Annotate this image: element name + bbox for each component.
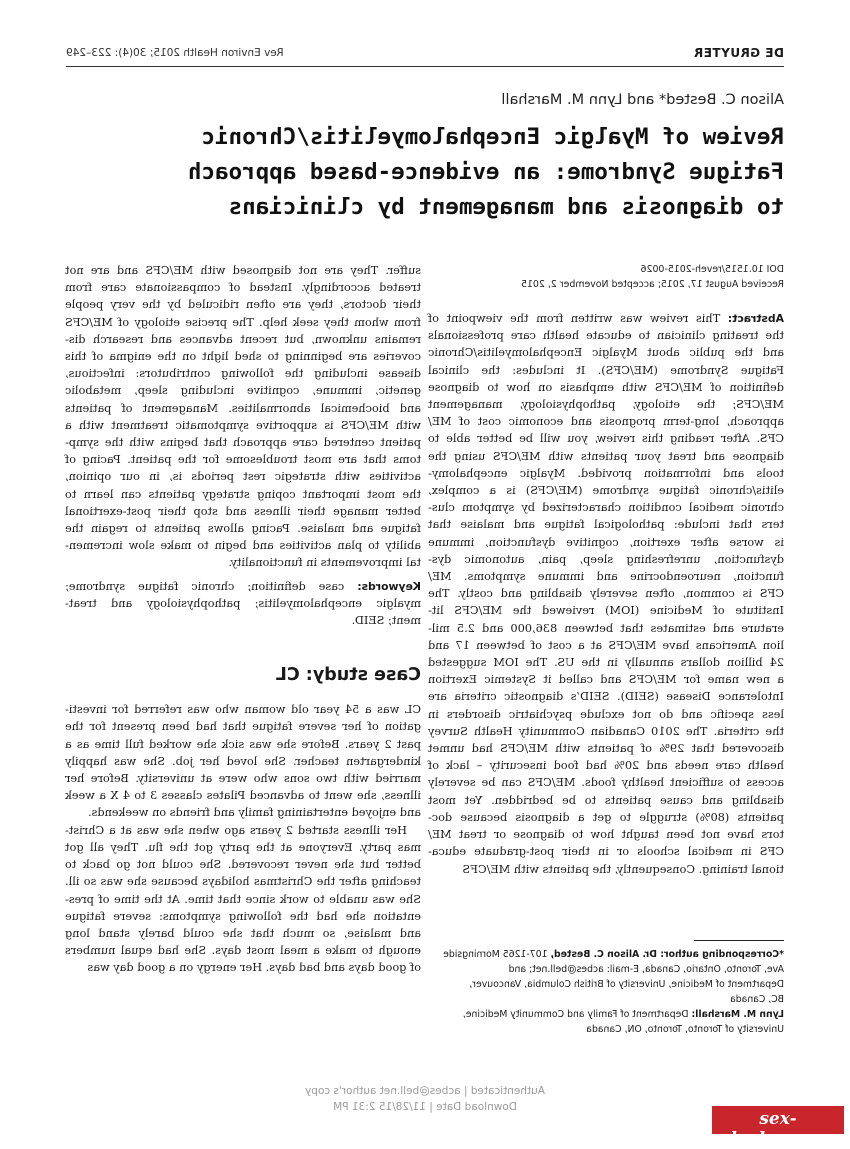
body-line: coveries are beginning to shed light on the enigma of this bbox=[65, 350, 421, 364]
keywords-line: Keywords: case definition; chronic fatigue syndrome; bbox=[65, 579, 421, 593]
body-line: with ME/CFS is supportive symptomatic treatment with a bbox=[65, 418, 421, 432]
second-author-label: Lynn M. Marshall: bbox=[691, 1009, 784, 1020]
case-line: mas party. Everyone at the party got the flu. They all got bbox=[65, 840, 421, 854]
keywords-label: Keywords: bbox=[357, 579, 421, 593]
abstract-line: health care needs and 20% had food insecurity – lack of bbox=[428, 759, 784, 773]
body-line: disease including the following contributors: infectious, bbox=[65, 367, 421, 381]
correspondence-note bbox=[428, 940, 784, 1037]
author-line: Alison C. Bested* and Lynn M. Marshall bbox=[501, 92, 784, 108]
body-line: tal improvements in functionality. bbox=[228, 556, 421, 570]
abstract-line: diagnose and treat your patients with ME/CFS using the bbox=[428, 449, 784, 463]
body-line: toms that are most troublesome for the patient. Pacing of bbox=[65, 453, 421, 467]
case-line: better but she never recovered. She could not go back to bbox=[65, 858, 421, 872]
abstract-line: Intolerance Disease (SEID). SEID’s diagnostic criteria are bbox=[428, 690, 784, 704]
keywords-line: ment; SEID. bbox=[351, 614, 421, 628]
case-line: married with two sons who were at university. Before her bbox=[65, 772, 421, 786]
body-line: better manage their illness and stop their post-exertional bbox=[65, 504, 421, 518]
body-line: genetic, immune, cognitive including sleep, metabolic bbox=[65, 384, 421, 398]
case-line: and enjoyed entertaining family and friends on weekends. bbox=[87, 806, 421, 820]
case-line: enough to make a meal most days. She had equal numbers bbox=[65, 944, 421, 958]
abstract-line: tional training. Consequently, the patients with ME/CFS bbox=[462, 862, 784, 876]
article-title bbox=[54, 120, 784, 225]
correspondence-line: Lynn M. Marshall: Department of Family and Community Medicine, bbox=[462, 1009, 784, 1020]
abstract-line: ME/CFS; the etiology, pathophysiology, management bbox=[428, 398, 784, 412]
abstract-line: 24 billion dollars annually in the US. The IOM suggested bbox=[428, 656, 784, 670]
footer-line: Download Date | 11/28/15 2:31 PM bbox=[333, 1101, 517, 1113]
body-line: ability to plan activities and begin to make slow incremen- bbox=[65, 539, 421, 553]
case-line: CL was a 54 year old woman who was referred for investi- bbox=[65, 703, 421, 717]
footnote-divider bbox=[694, 940, 784, 941]
abstract-line: less specific and do not exclude psychiatric disorders in bbox=[428, 707, 784, 721]
body-line: remains unknown, but recent advances and research dis- bbox=[65, 332, 421, 346]
abstract-line: CFS in medical schools or in their post-graduate educa- bbox=[428, 845, 784, 859]
body-line: patient centered care approach that begins with the symp- bbox=[65, 436, 421, 450]
abstract-line: discovered that 29% of patients with ME/CFS had unmet bbox=[428, 742, 784, 756]
case-line: illness, she went to advanced Pilates classes 3 to 4 X a week bbox=[65, 789, 421, 803]
abstract-line: function, neuroendocrine and immune symptoms. ME/ bbox=[428, 570, 784, 584]
body-line: and biochemical abnormalities. Management of patients bbox=[65, 401, 421, 415]
article-meta bbox=[428, 262, 784, 292]
abstract-line: erature and estimates that between 836,000 and 2.5 mil- bbox=[428, 621, 784, 635]
abstract-line: the treating clinician to educate health care professionals bbox=[428, 329, 784, 343]
watermark-banner bbox=[712, 1106, 844, 1149]
keywords-line: myalgic encephalomyelitis; pathophysiology and treat- bbox=[65, 596, 421, 610]
abstract-line: ters that include: pathological fatigue and malaise that bbox=[428, 518, 784, 532]
body-line: fatigue and malaise. Pacing allows patients to regain the bbox=[65, 522, 421, 536]
body-column bbox=[65, 262, 421, 977]
abstract-line: tools and information provided. Myalgic encephalomy- bbox=[428, 466, 784, 480]
section-heading: Case study: CL bbox=[275, 665, 421, 686]
abstract-line: lion Americans have ME/CFS at a cost of between 17 and bbox=[428, 638, 784, 652]
watermark-text: sex-leaks.com bbox=[730, 1109, 826, 1149]
abstract-line: disabling and cause patients to be bedridden. Yet most bbox=[428, 793, 784, 807]
publisher-name: DE GRUYTER bbox=[693, 46, 784, 60]
body-line: treated accordingly. Instead of compassionate care from bbox=[65, 281, 421, 295]
abstract-line: Institute of Medicine (IOM) reviewed the ME/CFS lit- bbox=[428, 604, 784, 618]
body-line: suffer. They are not diagnosed with ME/CFS and are not bbox=[65, 264, 421, 277]
abstract-line: CFS. After reading this review, you will be better able to bbox=[428, 432, 784, 446]
correspondence-line: Ave, Toronto, Ontario, Canada, E-mail: acbes@bell.net; and bbox=[508, 964, 784, 975]
abstract-line: patients (80%) struggle to get a diagnosis because doc- bbox=[428, 810, 784, 824]
abstract-line: access to sufficient healthy foods. ME/CFS can be severely bbox=[428, 776, 784, 790]
abstract bbox=[428, 310, 784, 878]
abstract-label: Abstract: bbox=[727, 312, 784, 325]
abstract-line: tors have not been taught how to diagnose or treat ME/ bbox=[428, 828, 784, 842]
abstract-line: is worse after exertion, cognitive dysfunction, immune bbox=[428, 535, 784, 549]
abstract-line: CFS is common, often severely disabling and costly. The bbox=[428, 587, 784, 601]
abstract-line: chronic medical condition characterized by symptom clus- bbox=[428, 501, 784, 515]
header-divider bbox=[66, 66, 784, 67]
doi: DOI 10.1515/reveh-2015-0026 bbox=[640, 264, 784, 275]
abstract-line: a new name for ME/CFS and called it Systemic Exertion bbox=[428, 673, 784, 687]
abstract-line: definition of ME/CFS with emphasis on how to diagnose bbox=[428, 380, 784, 394]
body-line: the most important coping strategy patients can learn to bbox=[65, 487, 421, 501]
abstract-line: approach, long-term prognosis and economic cost of ME/ bbox=[428, 415, 784, 429]
case-line: past 2 years. Before she was sick she worked full time as a bbox=[65, 737, 421, 751]
correspondence-line: BC, Canada bbox=[730, 994, 784, 1005]
abstract-line: Abstract: This review was written from the viewpoint of bbox=[428, 312, 784, 325]
abstract-line: elitis/chronic fatigue syndrome (ME/CFS) is a complex, bbox=[428, 484, 784, 498]
corresponding-author-label: *Corresponding author: Dr. Alison C. Bested, bbox=[550, 949, 784, 960]
title-line: Review of Myalgic Encephalomyelitis/Chronic bbox=[201, 124, 784, 150]
body-line: their doctors, they are often ridiculed by the very people bbox=[65, 298, 421, 312]
correspondence-line: *Corresponding author: Dr. Alison C. Bested, 107-1265 Morningside bbox=[443, 949, 784, 960]
correspondence-line: Department of Medicine, University of British Columbia, Vancouver, bbox=[469, 979, 784, 990]
body-line: from whom they seek help. The precise etiology of ME/CFS bbox=[65, 315, 421, 329]
case-line: entation she had the following symptoms: severe fatigue bbox=[65, 909, 421, 923]
case-line: kindergarten teacher. She loved her job. She was happily bbox=[65, 754, 421, 768]
journal-reference: Rev Environ Health 2015; 30(4): 223–249 bbox=[66, 47, 284, 59]
case-line: She was unable to work since that time. At the time of pres- bbox=[65, 892, 421, 906]
title-line: to diagnosis and management by clinicians bbox=[228, 194, 784, 220]
abstract-line: dysfunction, unrefreshing sleep, pain, autonomic dys- bbox=[428, 552, 784, 566]
case-line: gation of her severe fatigue that had been present for the bbox=[65, 720, 421, 734]
body-line: activities with strategic rest periods is, in our opinion, bbox=[65, 470, 421, 484]
abstract-column bbox=[428, 262, 784, 1035]
case-line: of good days and bad days. Her energy on a good day was bbox=[87, 961, 421, 975]
abstract-line: Fatigue Syndrome (ME/CFS). It includes: the clinical bbox=[428, 363, 784, 377]
footer-line: Authenticated | acbes@bell.net author's copy bbox=[305, 1085, 545, 1097]
received-dates: Received August 17, 2015; accepted November 2, 2015 bbox=[521, 279, 784, 290]
case-line: Her illness started 2 years ago when she was at a Christ- bbox=[65, 823, 407, 837]
correspondence-line: University of Toronto, Toronto, ON, Canada bbox=[586, 1024, 784, 1035]
title-line: Fatigue Syndrome: an evidence-based approach bbox=[187, 159, 784, 185]
abstract-line: and the public about Myalgic Encephalomyelitis/Chronic bbox=[428, 346, 784, 360]
abstract-line: the criteria. The 2010 Canadian Community Health Survey bbox=[428, 724, 784, 738]
case-line: teaching after the Christmas holidays because she was so ill. bbox=[65, 875, 421, 889]
case-line: and malaise, so much that she could barely stand long bbox=[65, 926, 421, 940]
